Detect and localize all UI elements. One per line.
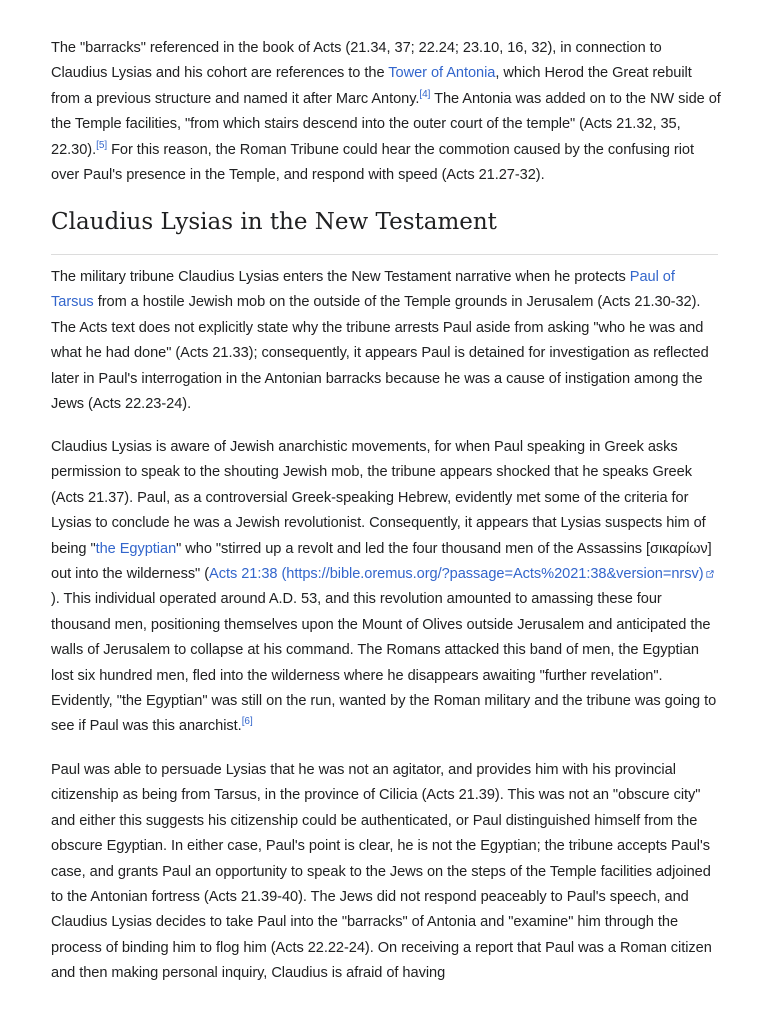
text-run: For this reason, the Roman Tribune could hear the commotion caused by the confusing riot over Paul's presence in the Temple, and respond with speed (Acts 21.27-32). [51, 141, 694, 184]
link-the-egyptian[interactable]: the Egyptian [95, 540, 177, 557]
link-acts-21-38[interactable] [209, 566, 715, 582]
link-tower-of-antonia[interactable]: Tower of Antonia [388, 65, 496, 82]
text-run: ). This individual operated around A.D. 53, and this revolution amounted to amassing these four thousand men, positioning themselves upon the Mount of Olives outside Jerusalem and anticipated the walls of Jerusalem to collapse at his command. The Romans attacked this band of men, the Egyptian lost six hundred men, fled into the wilderness where he disappears awaiting "further revelation". Evidently, "the Egyptian" was still on the run, wanted by the Roman military and the tribune was going to see if Paul was this anarchist. [51, 591, 717, 735]
link-paul-of-tarsus[interactable]: Paul of Tarsus [51, 269, 675, 311]
citation-4[interactable]: [4] [419, 88, 431, 100]
text-run: , which Herod the Great rebuilt from a previous structure and named it after Marc Antony. [51, 65, 692, 107]
external-link-icon [706, 570, 714, 578]
text-run: from a hostile Jewish mob on the outside of the Temple grounds in Jerusalem (Acts 21.30-32). The Acts text does not explicitly state why the tribune arrests Paul aside from asking "who he was and what he had done" (Acts 21.33); consequently, it appears Paul is detained for investigation as reflected later in Paul's interrogation in the Antonian barracks because he was a cause of instigation among the Jews (Acts 22.23-24). [51, 294, 709, 413]
paragraph-barracks [51, 36, 721, 188]
citation-5[interactable]: [5] [96, 139, 108, 151]
paragraph-persuade-lysias [51, 758, 721, 987]
text-run: " who "stirred up a revolt and led the four thousand men of the Assassins [σικαρίων] out into the wilderness" ( [51, 540, 712, 583]
text-run: The "barracks" referenced in the book of Acts (21.34, 37; 22.24; 23.10, 16, 32), in connection to Claudius Lysias and his cohort are references to the [51, 40, 662, 82]
paragraph-tribune-enters [51, 265, 721, 417]
link-acts-label: Acts 21:38 (https://bible.oremus.org/?passage=Acts%2021:38&version=nrsv) [209, 566, 704, 583]
section-heading: Claudius Lysias in the New Testament [51, 202, 718, 255]
text-run: The military tribune Claudius Lysias enters the New Testament narrative when he protects [51, 269, 630, 285]
text-run: The Antonia was added on to the NW side of the Temple facilities, "from which stairs descend into the outer court of the temple" (Acts 21.32, 35, 22.30). [51, 90, 721, 158]
text-run: Paul was able to persuade Lysias that he was not an agitator, and provides him with his provincial citizenship as being from Tarsus, in the province of Cilicia (Acts 21.39). This was not an "obscure city" and either this suggests his citizenship could be authenticated, or Paul distinguished himself from the obscure Egyptian. In either case, Paul's point is clear, he is not the Egyptian; the tribune accepts Paul's case, and grants Paul an opportunity to speak to the Jews on the steps of the Temple facilities adjoined to the Antonian fortress (Acts 21.39-40). The Jews did not respond peaceably to Paul's speech, and Claudius Lysias decides to take Paul into the "barracks" of Antonia and "examine" him through the process of binding him to flog him (Acts 22.22-24). On receiving a report that Paul was a Roman citizen and then making personal inquiry, Claudius is afraid of having [51, 762, 712, 982]
text-run: Claudius Lysias is aware of Jewish anarchistic movements, for when Paul speaking in Greek asks permission to speak to the shouting Jewish mob, the tribune appears shocked that he speaks Greek (Acts 21.37). Paul, as a controversial Greek-speaking Hebrew, evidently met some of the criteria for Lysias to conclude he was a Jewish revolutionist. Consequently, it appears that Lysias suspects him of being " [51, 439, 706, 557]
paragraph-jewish-anarchists [51, 435, 721, 740]
citation-6[interactable]: [6] [241, 716, 253, 728]
